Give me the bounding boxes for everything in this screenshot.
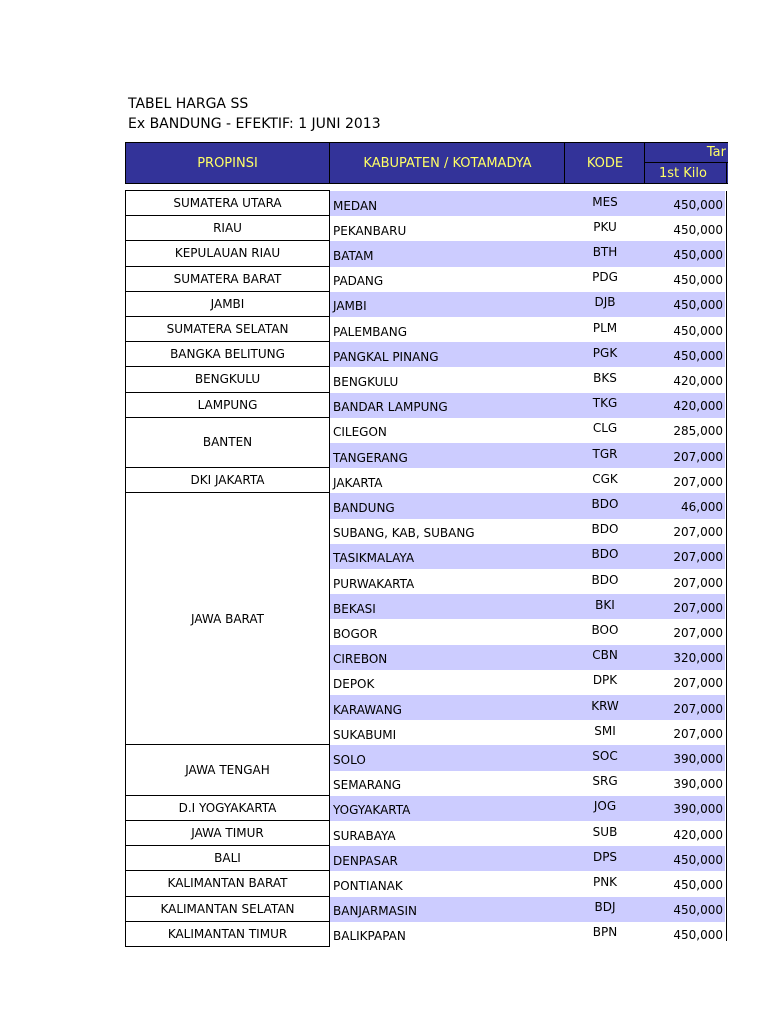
- header-kode: KODE: [565, 142, 645, 184]
- kode-cell: DPS: [565, 846, 645, 871]
- kode-cell: BDO: [591, 522, 619, 537]
- price-cell: 450,000: [673, 323, 723, 338]
- kode-cell: BDO: [565, 493, 645, 518]
- kabupaten-cell: SURABAYA: [333, 828, 396, 843]
- kabupaten-cell: TANGERANG: [330, 443, 565, 468]
- price-cell: 207,000: [673, 676, 723, 691]
- kode-cell: SOC: [565, 745, 645, 770]
- kode-cell: PNK: [592, 874, 618, 889]
- price-cell: 450,000: [645, 241, 725, 266]
- kabupaten-cell: PADANG: [333, 274, 384, 289]
- kabupaten-cell: DEPOK: [333, 677, 375, 692]
- kabupaten-cell: BALIKPAPAN: [333, 929, 406, 944]
- kode-cell: JOG: [565, 796, 645, 821]
- header-border-left: [125, 142, 126, 184]
- price-cell: 450,000: [645, 897, 725, 922]
- price-cell: 207,000: [673, 726, 723, 741]
- header-divider-tarif: [645, 162, 728, 163]
- kabupaten-cell: PURWAKARTA: [333, 576, 415, 591]
- kode-cell: BTH: [565, 241, 645, 266]
- kode-cell: BKI: [565, 594, 645, 619]
- header-tarif: Tar: [645, 142, 728, 163]
- kode-cell: PKU: [593, 219, 617, 234]
- kabupaten-cell: CIREBON: [330, 645, 565, 670]
- kode-cell: TKG: [565, 393, 645, 418]
- header-border-top: [125, 142, 728, 143]
- price-column-border: [726, 191, 727, 941]
- kabupaten-cell: DENPASAR: [330, 846, 565, 871]
- propinsi-cell: BENGKULU: [125, 367, 330, 392]
- price-cell: 207,000: [645, 594, 725, 619]
- kabupaten-cell: TASIKMALAYA: [330, 544, 565, 569]
- kode-cell: SRG: [592, 774, 618, 789]
- kabupaten-cell: SOLO: [330, 745, 565, 770]
- propinsi-cell: KEPULAUAN RIAU: [125, 241, 330, 266]
- kabupaten-cell: PALEMBANG: [333, 324, 408, 339]
- kabupaten-cell: CILEGON: [333, 425, 387, 440]
- kabupaten-cell: KARAWANG: [330, 695, 565, 720]
- kode-cell: BDO: [591, 572, 619, 587]
- price-cell: 207,000: [673, 474, 723, 489]
- price-cell: 450,000: [645, 191, 725, 216]
- price-cell: 207,000: [673, 575, 723, 590]
- kode-cell: KRW: [565, 695, 645, 720]
- table-subtitle: Ex BANDUNG - EFEKTIF: 1 JUNI 2013: [128, 116, 381, 132]
- propinsi-cell: JAWA TIMUR: [125, 821, 330, 846]
- price-cell: 207,000: [673, 625, 723, 640]
- header-kabupaten: KABUPATEN / KOTAMADYA: [330, 142, 565, 184]
- kode-cell: SMI: [594, 723, 616, 738]
- header-first-kilo: 1st Kilo: [645, 163, 728, 184]
- propinsi-cell: KALIMANTAN SELATAN: [125, 897, 330, 922]
- kode-cell: BDJ: [565, 897, 645, 922]
- price-cell: 285,000: [673, 424, 723, 439]
- kabupaten-cell: PONTIANAK: [333, 878, 403, 893]
- kode-cell: PLM: [592, 320, 618, 335]
- kabupaten-cell: JAMBI: [330, 292, 565, 317]
- propinsi-cell: SUMATERA BARAT: [125, 267, 330, 292]
- price-cell: 450,000: [645, 846, 725, 871]
- kabupaten-cell: BANDUNG: [330, 493, 565, 518]
- kabupaten-cell: JAKARTA: [333, 475, 383, 490]
- price-cell: 320,000: [645, 645, 725, 670]
- price-cell: 390,000: [645, 796, 725, 821]
- price-cell: 420,000: [673, 827, 723, 842]
- price-cell: 450,000: [673, 928, 723, 943]
- kabupaten-cell: PANGKAL PINANG: [330, 342, 565, 367]
- propinsi-cell: SUMATERA UTARA: [125, 191, 330, 216]
- price-cell: 390,000: [673, 777, 723, 792]
- price-cell: 420,000: [645, 393, 725, 418]
- kode-cell: CGK: [592, 471, 618, 486]
- header-divider-1: [329, 142, 330, 184]
- price-cell: 207,000: [645, 695, 725, 720]
- header-border-right: [726, 162, 727, 184]
- price-cell: 450,000: [645, 342, 725, 367]
- kabupaten-cell: SUBANG, KAB, SUBANG: [333, 526, 475, 541]
- kode-cell: CBN: [565, 645, 645, 670]
- propinsi-cell: LAMPUNG: [125, 393, 330, 418]
- kode-cell: PGK: [565, 342, 645, 367]
- price-cell: 450,000: [673, 877, 723, 892]
- kabupaten-cell: BANDAR LAMPUNG: [330, 393, 565, 418]
- propinsi-cell: JAWA BARAT: [125, 493, 330, 745]
- kode-cell: BOO: [591, 622, 619, 637]
- header-border-bottom: [125, 183, 728, 184]
- kabupaten-cell: BANJARMASIN: [330, 897, 565, 922]
- propinsi-cell: BANTEN: [125, 418, 330, 468]
- price-cell: 450,000: [673, 273, 723, 288]
- kode-cell: TGR: [565, 443, 645, 468]
- price-cell: 207,000: [645, 544, 725, 569]
- kode-cell: BPN: [592, 925, 618, 940]
- kode-cell: MES: [565, 191, 645, 216]
- propinsi-cell: BANGKA BELITUNG: [125, 342, 330, 367]
- kabupaten-cell: SUKABUMI: [333, 727, 397, 742]
- price-cell: 450,000: [673, 222, 723, 237]
- propinsi-cell: D.I YOGYAKARTA: [125, 796, 330, 821]
- kabupaten-cell: SEMARANG: [333, 778, 402, 793]
- kode-cell: BKS: [593, 370, 617, 385]
- kode-cell: CLG: [592, 421, 618, 436]
- propinsi-cell: RIAU: [125, 216, 330, 241]
- price-cell: 420,000: [673, 373, 723, 388]
- price-cell: 207,000: [673, 525, 723, 540]
- kabupaten-cell: YOGYAKARTA: [330, 796, 565, 821]
- propinsi-cell: JAWA TENGAH: [125, 745, 330, 795]
- kabupaten-cell: BENGKULU: [333, 374, 399, 389]
- propinsi-cell: SUMATERA SELATAN: [125, 317, 330, 342]
- header-divider-2: [564, 142, 565, 184]
- kode-cell: PDG: [592, 270, 618, 285]
- header-divider-3: [644, 142, 645, 184]
- kode-cell: DPK: [592, 673, 618, 688]
- kode-cell: SUB: [592, 824, 618, 839]
- kabupaten-cell: MEDAN: [330, 191, 565, 216]
- propinsi-cell: KALIMANTAN BARAT: [125, 871, 330, 896]
- propinsi-cell: DKI JAKARTA: [125, 468, 330, 493]
- kode-cell: BDO: [565, 544, 645, 569]
- propinsi-cell: BALI: [125, 846, 330, 871]
- kabupaten-cell: PEKANBARU: [333, 223, 407, 238]
- price-cell: 207,000: [645, 443, 725, 468]
- table-title: TABEL HARGA SS: [128, 96, 249, 112]
- kabupaten-cell: BOGOR: [333, 626, 378, 641]
- propinsi-cell: KALIMANTAN TIMUR: [125, 922, 330, 947]
- kode-cell: DJB: [565, 292, 645, 317]
- propinsi-cell: JAMBI: [125, 292, 330, 317]
- kabupaten-cell: BATAM: [330, 241, 565, 266]
- price-cell: 46,000: [645, 493, 725, 518]
- header-propinsi: PROPINSI: [125, 142, 330, 184]
- price-cell: 390,000: [645, 745, 725, 770]
- kabupaten-cell: BEKASI: [330, 594, 565, 619]
- price-cell: 450,000: [645, 292, 725, 317]
